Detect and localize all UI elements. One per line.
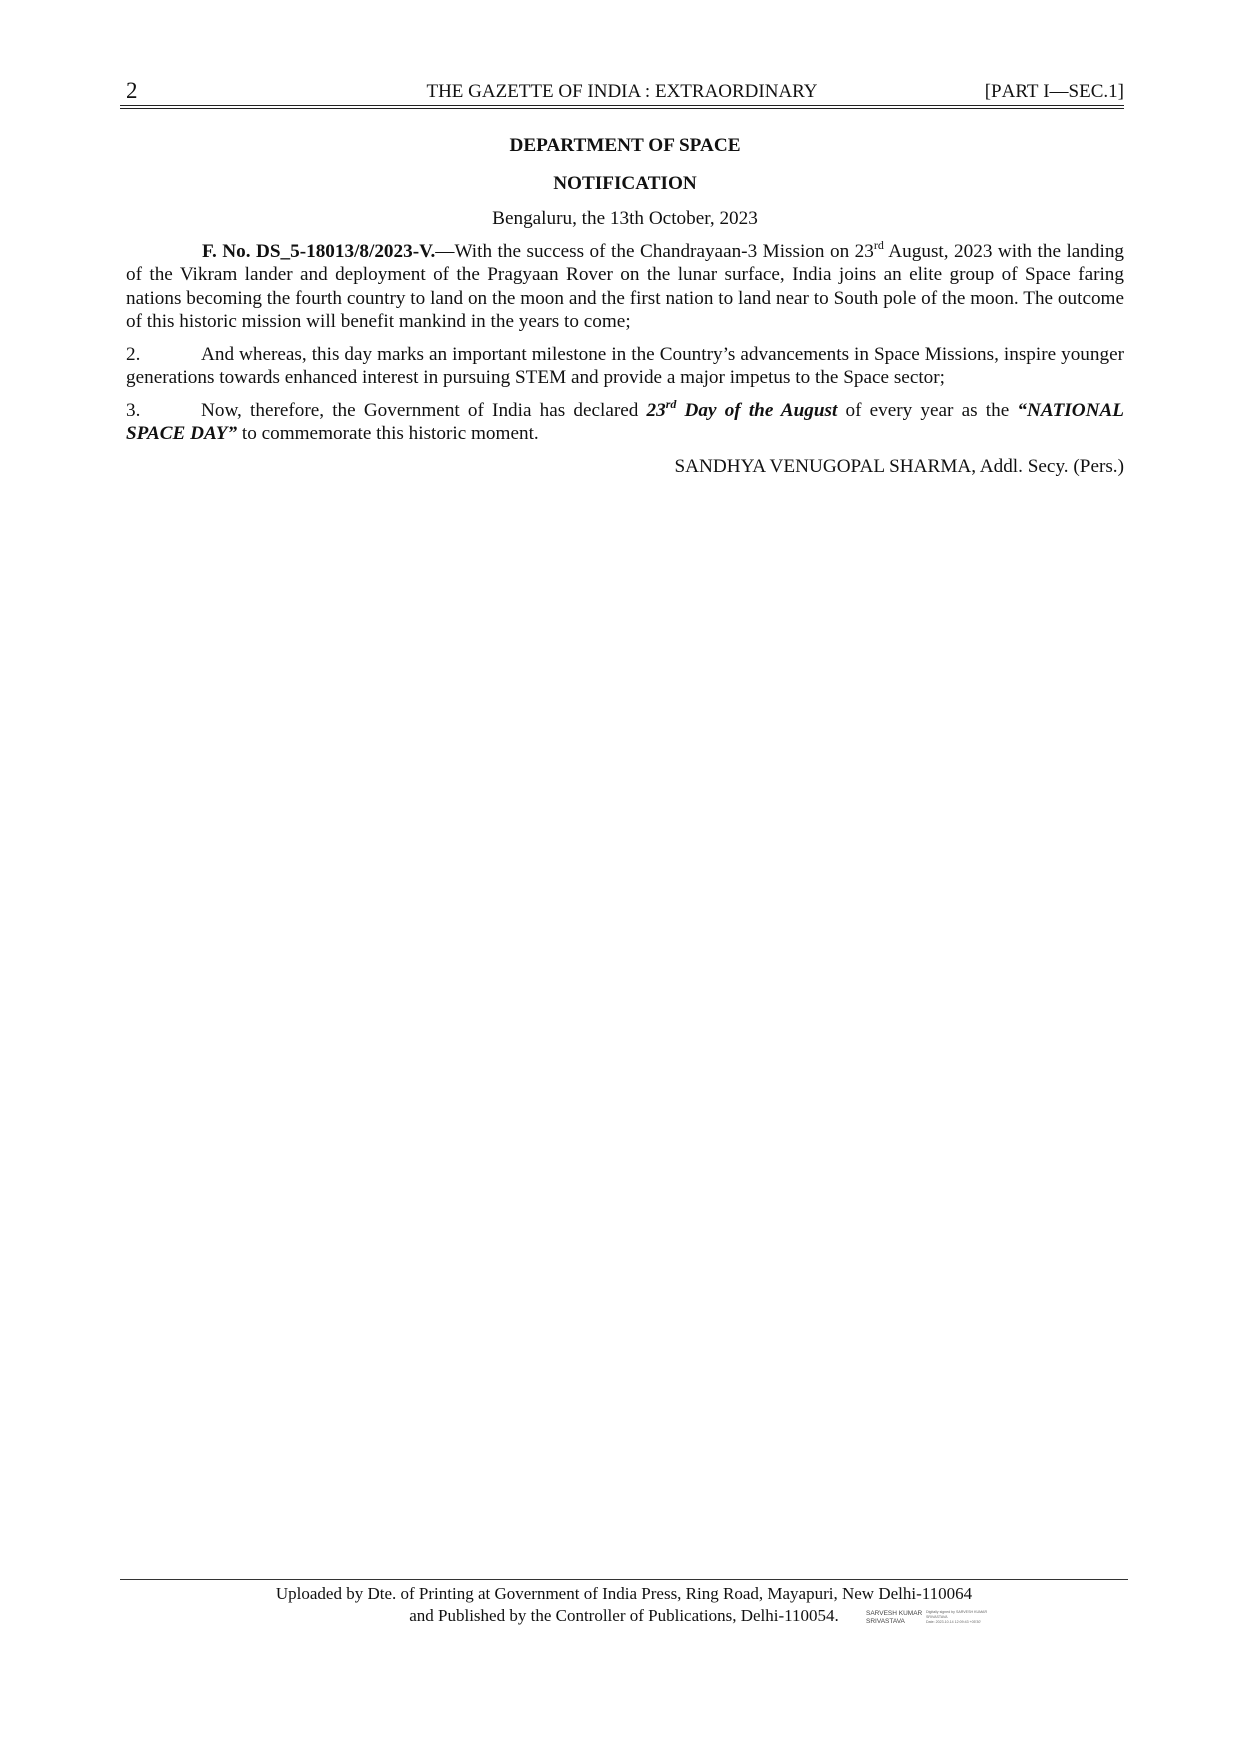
stamp-detail-2: SRIVASTAVA	[926, 1615, 948, 1619]
notification-body	[126, 134, 1124, 478]
declared-date: 23rd Day of the August	[646, 396, 838, 421]
page-header	[120, 78, 1124, 108]
national-space-day: “NATIONAL SPACE DAY”	[126, 399, 1124, 444]
digital-signature-stamp	[866, 1607, 996, 1629]
footer-line-1: Uploaded by Dte. of Printing at Government of India Press, Ring Road, Mayapuri, New Delhi-110064	[275, 1584, 973, 1603]
paragraph-number: 2.	[126, 343, 141, 365]
header-double-rule	[120, 105, 1124, 109]
stamp-detail-1: Digitally signed by SARVESH KUMAR	[926, 1610, 988, 1614]
part-section-label: [PART I—SEC.1]	[984, 81, 1124, 102]
stamp-name-2: SRIVASTAVA	[866, 1618, 905, 1625]
paragraph-1: F. No. DS_5-18013/8/2023-V.—With the success of the Chandrayaan-3 Mission on 23rd August, 2023 with the landing of the Vikram lander and deployment of the Pragyaan Rover on the lunar surface, India joins an elite group of Space faring nations becoming the fourth country to land on the moon and the first nation to land near to South pole of the moon. The outcome of this historic mission will benefit mankind in the years to come;	[126, 237, 1125, 332]
footer-rule	[120, 1579, 1128, 1580]
signatory: SANDHYA VENUGOPAL SHARMA, Addl. Secy. (Pers.)	[674, 455, 1124, 477]
paragraph-number: 3.	[126, 399, 141, 421]
gazette-title: THE GAZETTE OF INDIA : EXTRAORDINARY	[426, 81, 818, 102]
notification-heading: NOTIFICATION	[553, 172, 697, 194]
department-heading: DEPARTMENT OF SPACE	[509, 135, 741, 156]
file-number: F. No. DS_5-18013/8/2023-V.	[202, 240, 436, 262]
stamp-name-1: SARVESH KUMAR	[866, 1610, 923, 1617]
stamp-detail-3: Date: 2023.10.14 12:09:43 +05'30'	[926, 1620, 982, 1624]
paragraph-3: 3. Now, therefore, the Government of India has declared 23rd Day of the August of every year as the “NATIONAL SPACE DAY” to commemorate this historic moment.	[126, 396, 1124, 444]
page-number: 2	[126, 78, 138, 103]
footer-line-2: and Published by the Controller of Publications, Delhi-110054.	[409, 1606, 839, 1625]
paragraph-2: 2. And whereas, this day marks an important milestone in the Country’s advancements in Space Missions, inspire younger generations towards enhanced interest in pursuing STEM and provide a major impetus to the Space sector;	[126, 343, 1124, 388]
dateline: Bengaluru, the 13th October, 2023	[492, 208, 758, 229]
